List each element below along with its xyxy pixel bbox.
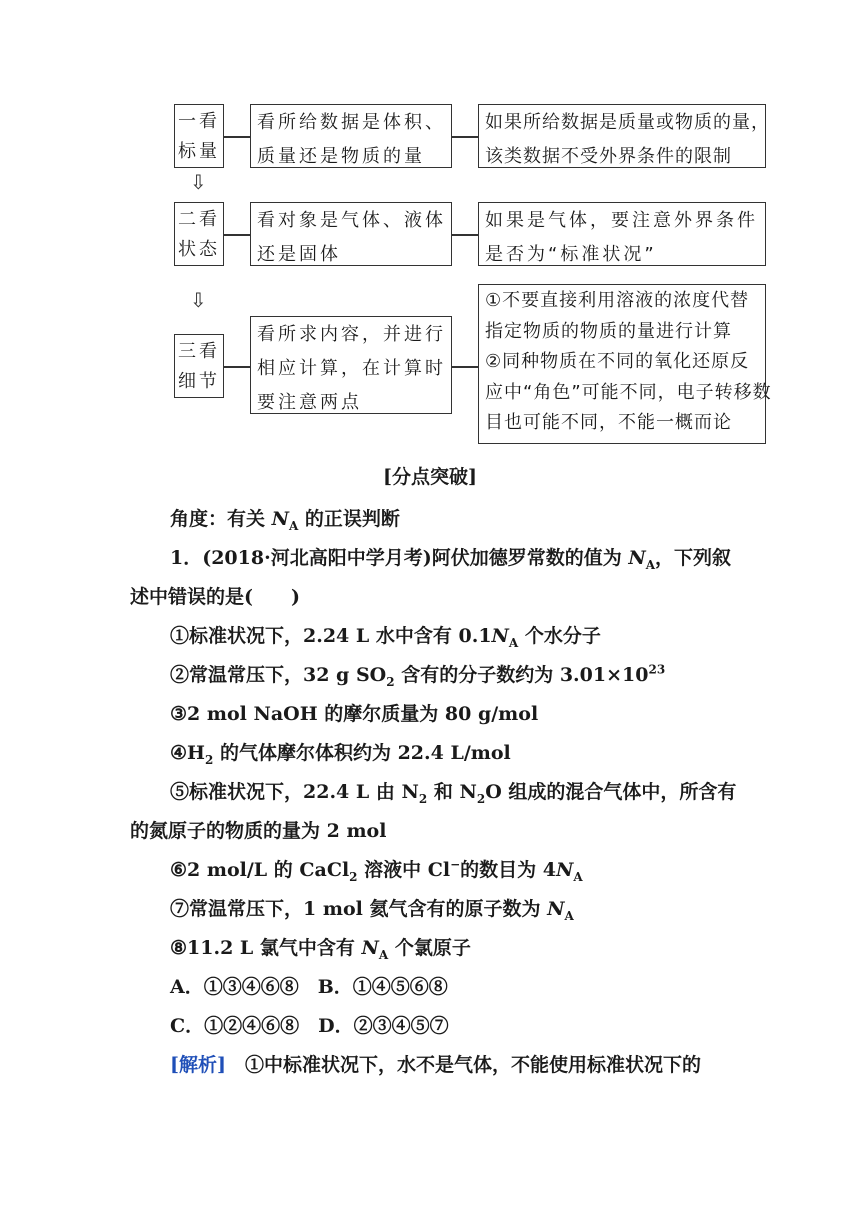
statement-3: ③2 mol NaOH 的摩尔质量为 80 g/mol [170, 703, 539, 725]
angle-heading: 角度：有关 $N_A$ 的正误判断 [170, 508, 400, 533]
label-text: 二看 [178, 209, 220, 230]
right-box-1 [478, 104, 770, 168]
analysis-line: [解析] ①中标准状况下，水不是气体，不能使用标准状况下的 [170, 1054, 701, 1076]
connector [452, 136, 478, 138]
box-text: 应中“角色”可能不同，电子转移数 [485, 381, 772, 403]
question-stem-line2: 述中错误的是( ) [130, 586, 300, 608]
analysis-tag: [解析] [170, 1054, 226, 1076]
box-text: ①不要直接利用溶液的浓度代替 [485, 290, 750, 311]
box-text: 目也可能不同，不能一概而论 [485, 412, 732, 433]
box-text: 相应计算，在计算时 [257, 358, 446, 379]
label-text: 细节 [178, 371, 220, 392]
down-arrow-icon: ⇩ [190, 170, 207, 194]
box-text: 指定物质的物质的量进行计算 [485, 320, 732, 342]
right-box-2 [478, 202, 766, 266]
box-text: 要注意两点 [257, 392, 362, 413]
statement-1: ①标准状况下，2.24 L 水中含有 $0.1N_A$ 个水分子 [170, 625, 601, 650]
down-arrow-icon: ⇩ [190, 288, 207, 312]
statement-6: ⑥2 mol/L 的 CaCl$_2$ 溶液中 Cl−的数目为 $4N_A$ [170, 857, 583, 884]
box-text: 如果是气体，要注意外界条件 [485, 210, 758, 231]
box-text: 还是固体 [257, 244, 341, 265]
middle-box-2 [250, 202, 452, 266]
label-text: 状态 [178, 239, 220, 260]
box-text: 该类数据不受外界条件的限制 [485, 146, 732, 167]
box-text: 是否为“标准状况” [485, 244, 657, 265]
label-text: 三看 [178, 341, 220, 362]
middle-box-3 [250, 316, 452, 414]
statement-7: ⑦常温常压下，1 mol 氦气含有的原子数为 $N_A$ [170, 898, 574, 923]
label-box-2 [174, 202, 224, 266]
box-text: 看对象是气体、液体 [257, 210, 446, 231]
connector [452, 234, 478, 236]
label-text: 标量 [178, 141, 220, 162]
label-box-3 [174, 334, 224, 398]
connector [452, 366, 478, 368]
statement-8: ⑧11.2 L 氯气中含有 $N_A$ 个氯原子 [170, 937, 471, 962]
options-ab: A．①③④⑥⑧ B．①④⑤⑥⑧ [170, 976, 448, 998]
box-text: 看所求内容，并进行 [257, 324, 446, 345]
section-title: [分点突破] [383, 466, 477, 488]
connector [224, 234, 250, 236]
box-text: 质量还是物质的量 [257, 146, 425, 167]
question-stem-line1: 1．(2018·河北高阳中学月考)阿伏加德罗常数的值为 $N_A$，下列叙 [170, 547, 732, 572]
options-cd: C．①②④⑥⑧ D．②③④⑤⑦ [170, 1015, 449, 1037]
box-text: 如果所给数据是质量或物质的量， [485, 112, 770, 133]
connector [224, 136, 250, 138]
statement-5: ⑤标准状况下，22.4 L 由 $N_2$ 和 $N_2O$ 组成的混合气体中，所含有 [170, 781, 737, 806]
middle-box-1 [250, 104, 452, 168]
label-box-1 [174, 104, 224, 168]
box-text: ②同种物质在不同的氧化还原反 [485, 351, 750, 372]
statement-4: $④H_2$ 的气体摩尔体积约为 22.4 L/mol [170, 742, 511, 767]
right-box-3 [478, 284, 772, 444]
statement-2: ②常温常压下，32 g $SO_2$ 含有的分子数约为 $3.01\times 10^{23}$ [170, 662, 666, 689]
box-text: 看所给数据是体积、 [257, 112, 446, 133]
connector [224, 366, 250, 368]
label-text: 一看 [178, 111, 220, 132]
statement-5-cont: 的氮原子的物质的量为 2 mol [130, 820, 387, 842]
